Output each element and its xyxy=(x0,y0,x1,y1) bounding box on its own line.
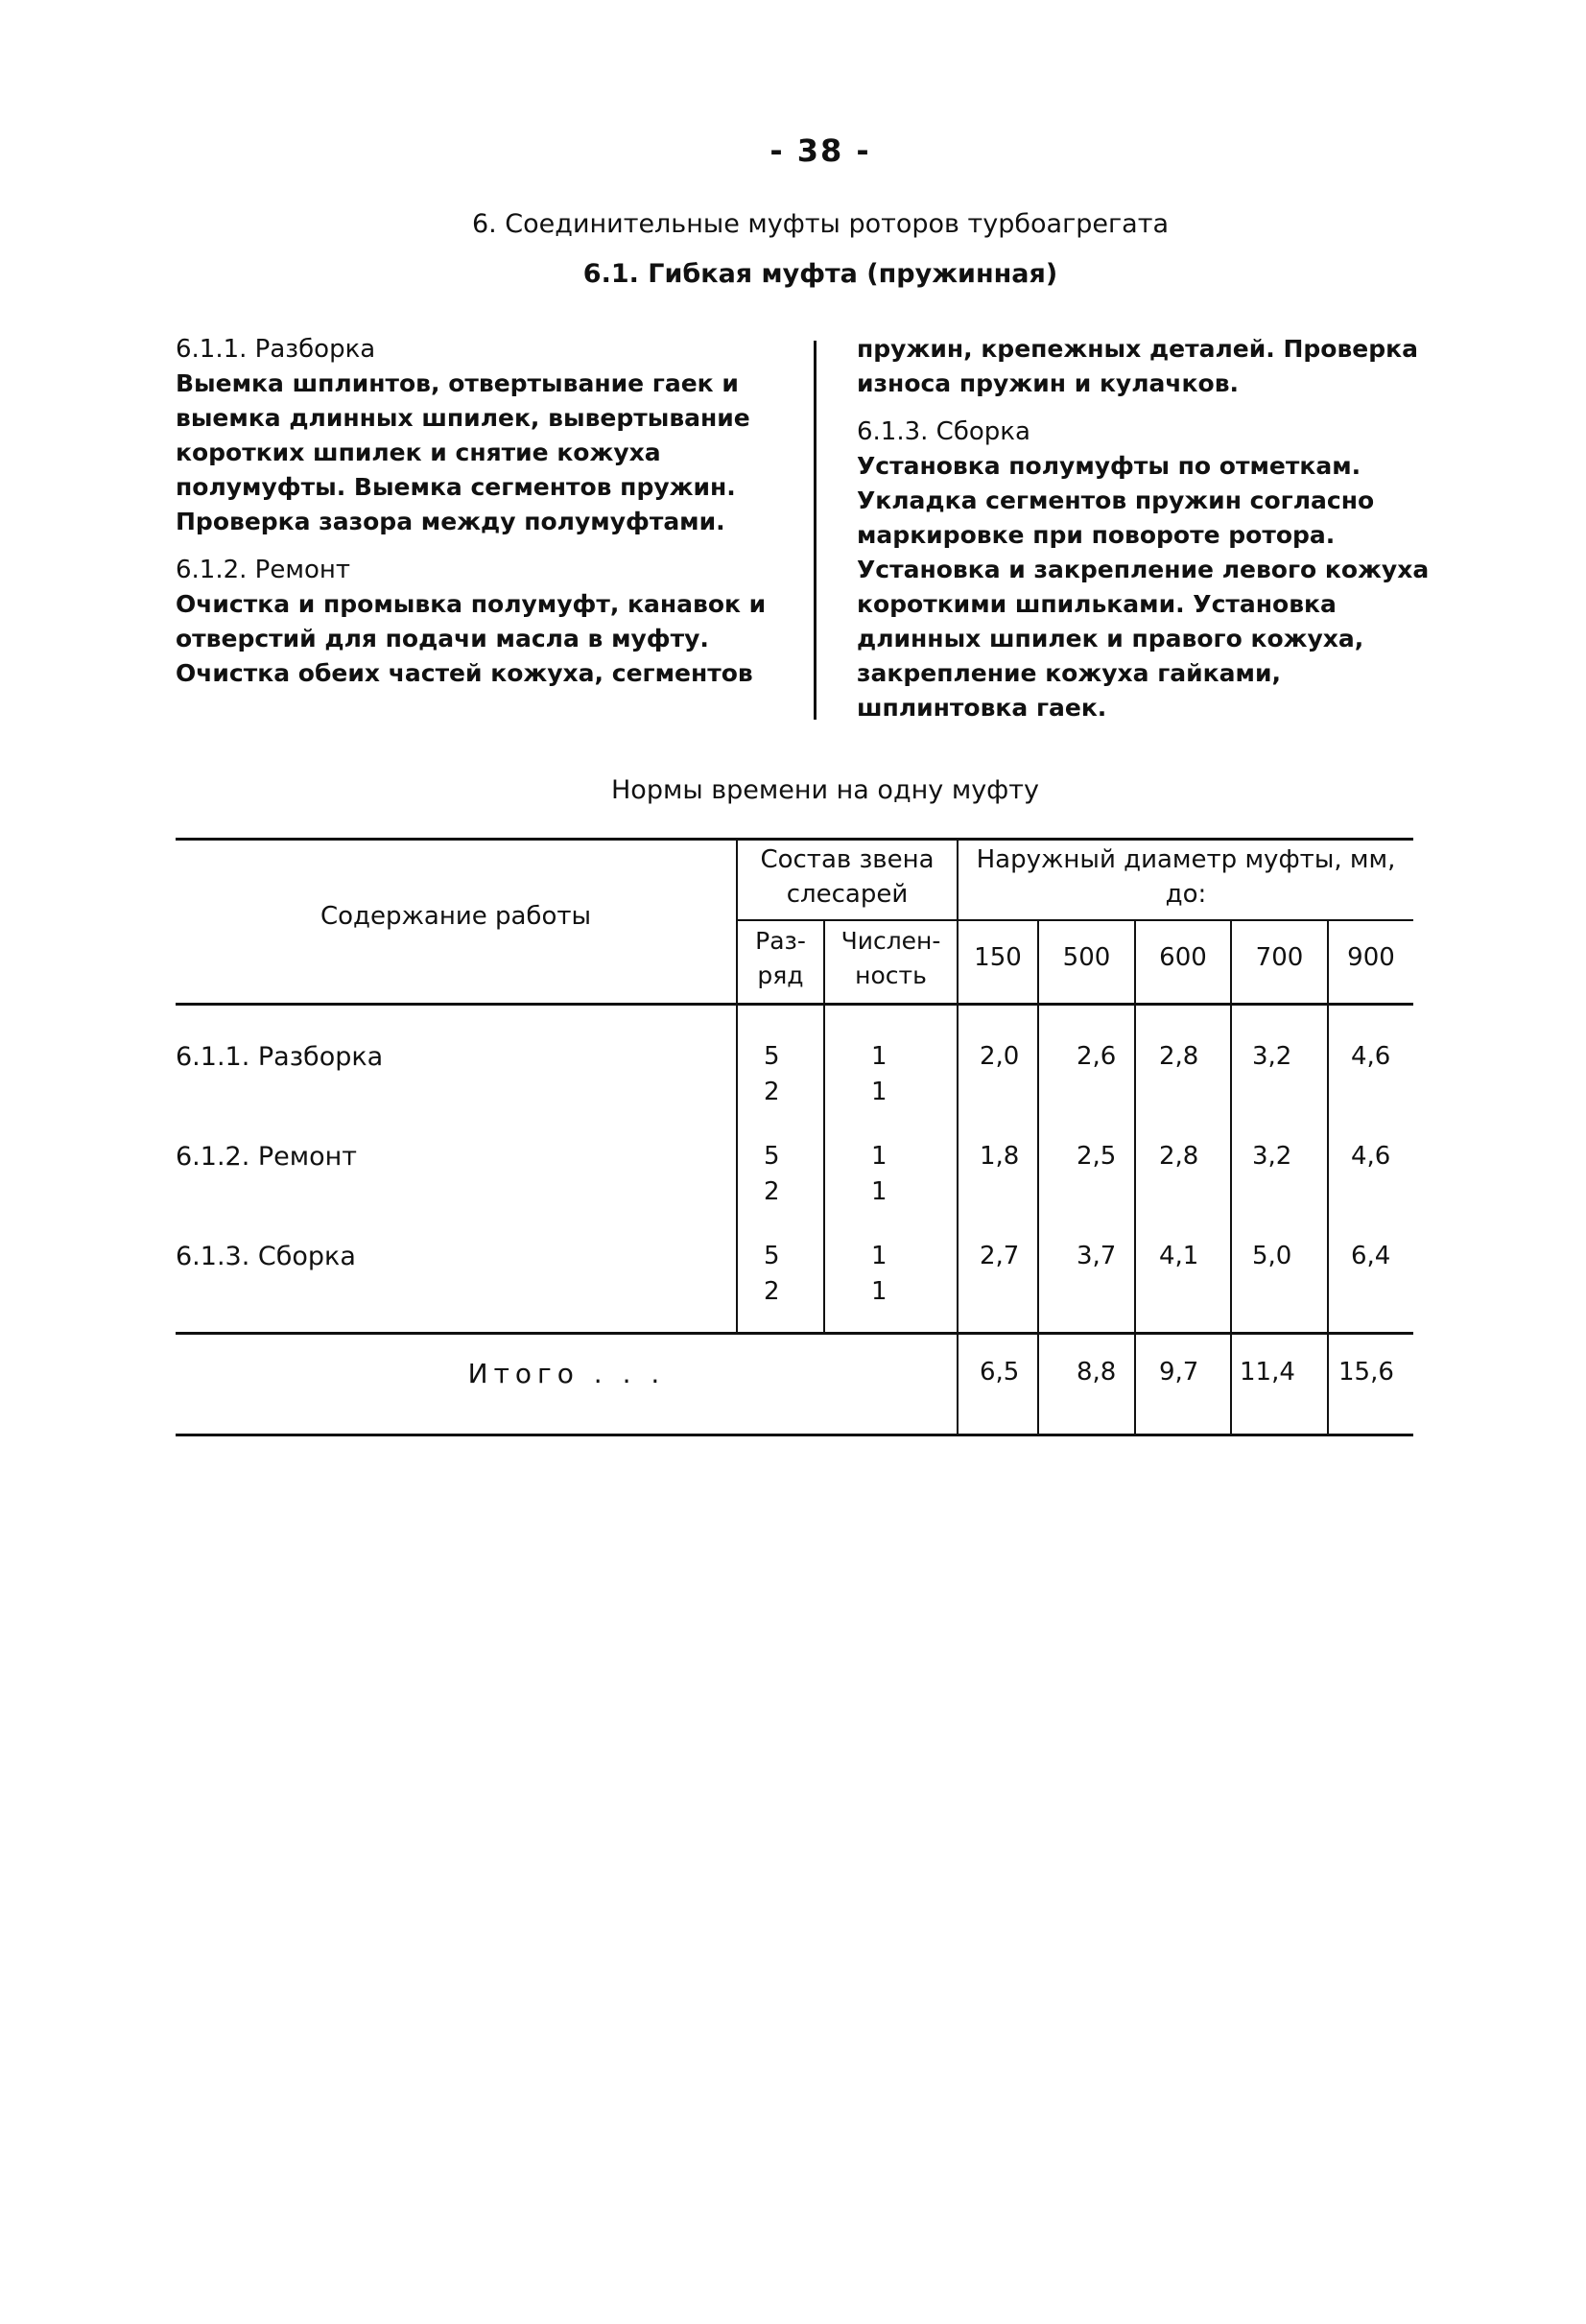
value-150: 2,7 xyxy=(980,1242,1020,1270)
disassembly-heading: 6.1.1. Разборка xyxy=(176,335,376,364)
value-900: 4,6 xyxy=(1351,1042,1391,1071)
row-label: 6.1.3. Сборка xyxy=(176,1242,356,1271)
left-column xyxy=(176,332,790,691)
header-diameter-600: 600 xyxy=(1159,943,1207,972)
count-value: 1 xyxy=(871,1142,888,1171)
grade-value: 5 xyxy=(764,1142,780,1171)
page-number: - 38 - xyxy=(769,132,871,169)
grade-value: 2 xyxy=(764,1277,780,1306)
value-700: 5,0 xyxy=(1252,1242,1292,1270)
value-700: 3,2 xyxy=(1252,1142,1292,1171)
repair-text: Очистка и промывка полумуфт, канавок и отверстий для подачи масла в муфту. Очистка обеих частей кожуха, сегментов xyxy=(176,590,767,687)
total-label: Итого . . . xyxy=(467,1358,666,1389)
header-crew-composition: Состав звена слесарей xyxy=(760,845,935,909)
chapter-title: 6. Соединительные муфты роторов турбоагрегата xyxy=(471,209,1170,239)
grade-value: 5 xyxy=(764,1042,780,1071)
count-value: 1 xyxy=(871,1242,888,1270)
total-150: 6,5 xyxy=(980,1358,1020,1387)
row-label: 6.1.2. Ремонт xyxy=(176,1142,358,1172)
value-600: 4,1 xyxy=(1159,1242,1199,1270)
grade-value: 2 xyxy=(764,1177,780,1206)
assembly-text: Установка полумуфты по отметкам. Укладка сегментов пружин согласно маркировке при повороте ротора. Установка и закрепление левого кожуха короткими шпильками. Установка длинных шпилек и правого кожуха, закрепление кожуха гайками, шплинтовка гаек. xyxy=(857,452,1430,722)
table-title: Нормы времени на одну муфту xyxy=(611,775,1039,805)
value-900: 4,6 xyxy=(1351,1142,1391,1171)
repair-text-continued: пружин, крепежных деталей. Проверка износа пружин и кулачков. xyxy=(857,335,1418,397)
column-divider xyxy=(814,341,817,720)
total-500: 8,8 xyxy=(1077,1358,1117,1387)
count-value: 1 xyxy=(871,1177,888,1206)
section-title: 6.1. Гибкая муфта (пружинная) xyxy=(582,259,1058,289)
count-value: 1 xyxy=(871,1277,888,1306)
value-600: 2,8 xyxy=(1159,1042,1199,1071)
total-900: 15,6 xyxy=(1338,1358,1394,1387)
value-900: 6,4 xyxy=(1351,1242,1391,1270)
header-diameter-500: 500 xyxy=(1062,943,1111,972)
total-700: 11,4 xyxy=(1240,1358,1295,1387)
value-700: 3,2 xyxy=(1252,1042,1292,1071)
grade-value: 2 xyxy=(764,1078,780,1106)
value-150: 2,0 xyxy=(980,1042,1020,1071)
value-500: 3,7 xyxy=(1077,1242,1117,1270)
value-150: 1,8 xyxy=(980,1142,1020,1171)
row-label: 6.1.1. Разборка xyxy=(176,1042,384,1072)
right-column xyxy=(857,332,1432,725)
header-diameter-150: 150 xyxy=(974,943,1022,972)
grade-value: 5 xyxy=(764,1242,780,1270)
total-600: 9,7 xyxy=(1159,1358,1199,1387)
header-diameter-900: 900 xyxy=(1347,943,1395,972)
value-600: 2,8 xyxy=(1159,1142,1199,1171)
header-work-content: Содержание работы xyxy=(320,902,592,931)
repair-heading: 6.1.2. Ремонт xyxy=(176,556,351,584)
value-500: 2,6 xyxy=(1077,1042,1117,1071)
header-diameter: Наружный диаметр муфты, мм, до: xyxy=(976,845,1396,909)
disassembly-text: Выемка шплинтов, отвертывание гаек и выемка длинных шпилек, вывертывание коротких шпилек и снятие кожуха полумуфты. Выемка сегментов пружин. Проверка зазора между полумуфтами. xyxy=(176,369,750,535)
header-grade: Раз-ряд xyxy=(755,927,806,989)
count-value: 1 xyxy=(871,1078,888,1106)
value-500: 2,5 xyxy=(1077,1142,1117,1171)
count-value: 1 xyxy=(871,1042,888,1071)
header-diameter-700: 700 xyxy=(1255,943,1304,972)
assembly-heading: 6.1.3. Сборка xyxy=(857,417,1030,446)
header-headcount: Числен-ность xyxy=(840,927,941,989)
